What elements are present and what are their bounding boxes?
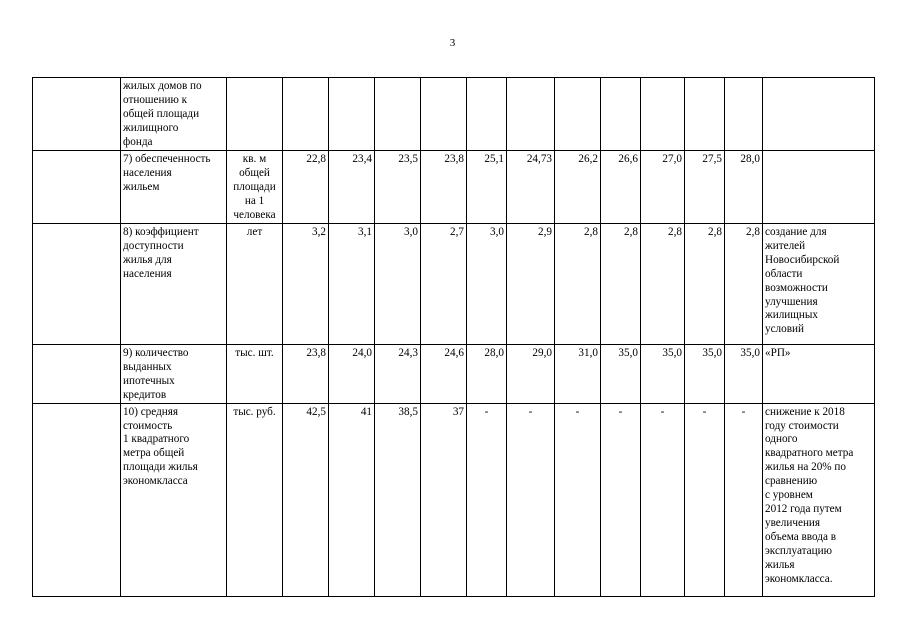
value-cell: 3,0 bbox=[375, 224, 421, 345]
value-cell: - bbox=[555, 403, 601, 596]
indicator-name-cell: 9) количество выданных ипотечных кредитов bbox=[121, 345, 227, 404]
unit-cell: кв. м общей площади на 1 человека bbox=[227, 151, 283, 224]
value-cell bbox=[329, 78, 375, 151]
value-cell: 28,0 bbox=[725, 151, 763, 224]
table-row-mortgage-loans bbox=[33, 345, 875, 404]
value-cell: 27,5 bbox=[685, 151, 725, 224]
value-cell bbox=[467, 78, 507, 151]
value-cell: 25,1 bbox=[467, 151, 507, 224]
value-cell: 26,6 bbox=[601, 151, 641, 224]
value-cell bbox=[283, 78, 329, 151]
value-cell: 35,0 bbox=[641, 345, 685, 404]
value-cell: - bbox=[725, 403, 763, 596]
value-cell: 23,8 bbox=[283, 345, 329, 404]
value-cell: 2,7 bbox=[421, 224, 467, 345]
table-row-residential-share bbox=[33, 78, 875, 151]
value-cell: 3,1 bbox=[329, 224, 375, 345]
indicator-name-cell: 7) обеспеченность населения жильем bbox=[121, 151, 227, 224]
table-row-affordability-coefficient bbox=[33, 224, 875, 345]
value-cell bbox=[421, 78, 467, 151]
value-cell: 26,2 bbox=[555, 151, 601, 224]
value-cell: 2,9 bbox=[507, 224, 555, 345]
value-cell: 23,5 bbox=[375, 151, 421, 224]
note-cell: «РП» bbox=[763, 345, 875, 404]
indicator-name-cell: жилых домов по отношению к общей площади жилищного фонда bbox=[121, 78, 227, 151]
value-cell: 41 bbox=[329, 403, 375, 596]
indicator-table bbox=[32, 77, 875, 597]
indicator-name-cell: 8) коэффициент доступности жилья для населения bbox=[121, 224, 227, 345]
value-cell: 23,4 bbox=[329, 151, 375, 224]
note-cell: создание для жителей Новосибирской области возможности улучшения жилищных условий bbox=[763, 224, 875, 345]
value-cell: 23,8 bbox=[421, 151, 467, 224]
unit-cell: лет bbox=[227, 224, 283, 345]
value-cell: 27,0 bbox=[641, 151, 685, 224]
unit-cell: тыс. руб. bbox=[227, 403, 283, 596]
value-cell: 2,8 bbox=[601, 224, 641, 345]
note-cell bbox=[763, 151, 875, 224]
value-cell: 22,8 bbox=[283, 151, 329, 224]
value-cell: 3,2 bbox=[283, 224, 329, 345]
value-cell: 29,0 bbox=[507, 345, 555, 404]
value-cell bbox=[507, 78, 555, 151]
value-cell: 24,73 bbox=[507, 151, 555, 224]
value-cell bbox=[375, 78, 421, 151]
value-cell: 35,0 bbox=[601, 345, 641, 404]
value-cell: 35,0 bbox=[685, 345, 725, 404]
blank-cell bbox=[33, 151, 121, 224]
value-cell: 42,5 bbox=[283, 403, 329, 596]
value-cell: - bbox=[467, 403, 507, 596]
value-cell: 31,0 bbox=[555, 345, 601, 404]
indicator-name-cell: 10) средняя стоимость 1 квадратного метра общей площади жилья экономкласса bbox=[121, 403, 227, 596]
value-cell: 2,8 bbox=[555, 224, 601, 345]
value-cell: - bbox=[507, 403, 555, 596]
value-cell: 2,8 bbox=[685, 224, 725, 345]
value-cell bbox=[601, 78, 641, 151]
value-cell: 2,8 bbox=[725, 224, 763, 345]
value-cell: - bbox=[685, 403, 725, 596]
value-cell: 24,0 bbox=[329, 345, 375, 404]
blank-cell bbox=[33, 78, 121, 151]
value-cell: 35,0 bbox=[725, 345, 763, 404]
note-cell: снижение к 2018 году стоимости одного квадратного метра жилья на 20% по сравнению с уровнем 2012 года путем увеличения объема ввода в эксплуатацию жилья экономкласса. bbox=[763, 403, 875, 596]
blank-cell bbox=[33, 403, 121, 596]
blank-cell bbox=[33, 224, 121, 345]
value-cell: - bbox=[601, 403, 641, 596]
table-row-housing-provision bbox=[33, 151, 875, 224]
value-cell: 28,0 bbox=[467, 345, 507, 404]
unit-cell: тыс. шт. bbox=[227, 345, 283, 404]
value-cell bbox=[641, 78, 685, 151]
value-cell: 38,5 bbox=[375, 403, 421, 596]
value-cell: 3,0 bbox=[467, 224, 507, 345]
value-cell: 2,8 bbox=[641, 224, 685, 345]
value-cell: 37 bbox=[421, 403, 467, 596]
value-cell bbox=[685, 78, 725, 151]
value-cell: 24,6 bbox=[421, 345, 467, 404]
value-cell bbox=[725, 78, 763, 151]
value-cell: - bbox=[641, 403, 685, 596]
value-cell bbox=[555, 78, 601, 151]
note-cell bbox=[763, 78, 875, 151]
blank-cell bbox=[33, 345, 121, 404]
table-row-avg-cost-per-sqm bbox=[33, 403, 875, 596]
unit-cell bbox=[227, 78, 283, 151]
page-number: 3 bbox=[449, 37, 456, 49]
value-cell: 24,3 bbox=[375, 345, 421, 404]
